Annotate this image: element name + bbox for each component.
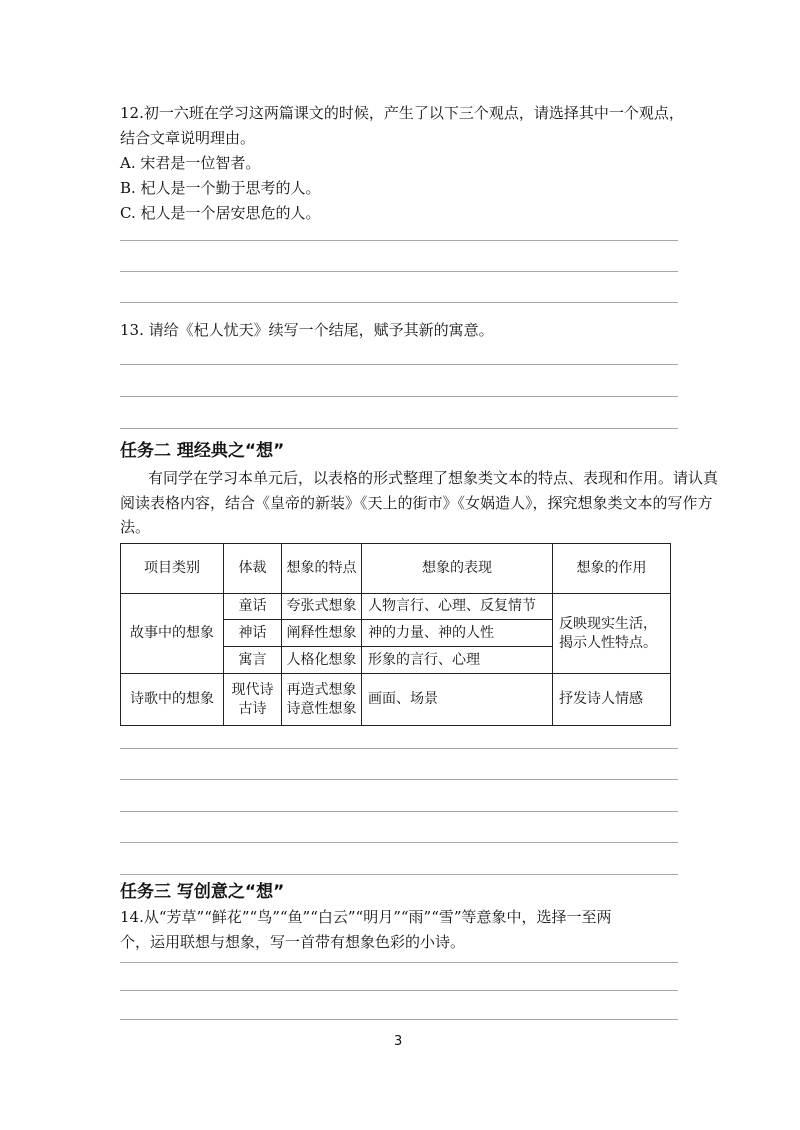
genre-cell: 童话 — [224, 594, 282, 620]
poem-expression-cell: 画面、场景 — [362, 674, 553, 726]
answer-line[interactable] — [120, 1019, 678, 1020]
poem-genre-line: 古诗 — [238, 700, 267, 717]
answer-line[interactable] — [120, 428, 678, 429]
expression-cell: 人物言行、心理、反复情节 — [362, 594, 553, 620]
q12-option-c: C. 杞人是一个居安思危的人。 — [120, 204, 321, 222]
table-row — [121, 674, 671, 726]
expression-cell: 形象的言行、心理 — [362, 647, 553, 674]
table-header-cell: 项目类别 — [121, 544, 224, 594]
poem-feature-cell — [282, 674, 362, 726]
table-header-cell: 想象的作用 — [553, 544, 671, 594]
q12-option-a: A. 宋君是一位智者。 — [120, 154, 261, 172]
story-effect-cell — [553, 594, 671, 674]
q12-option-b: B. 杞人是一个勤于思考的人。 — [120, 179, 321, 197]
task2-intro-line3: 法。 — [120, 518, 151, 536]
page-number: 3 — [394, 1034, 403, 1049]
table-row — [121, 594, 671, 620]
feature-cell: 阐释性想象 — [282, 620, 362, 647]
answer-line[interactable] — [120, 271, 678, 272]
task3-heading: 任务三 写创意之“想” — [120, 882, 285, 902]
answer-line[interactable] — [120, 779, 678, 780]
answer-line[interactable] — [120, 748, 678, 749]
table-header-cell: 想象的表现 — [362, 544, 553, 594]
answer-line[interactable] — [120, 962, 678, 963]
imagination-summary-table — [120, 543, 671, 726]
task2-intro-line2: 阅读表格内容，结合《皇帝的新装》《天上的街市》《女娲造人》，探究想象类文本的写作方 — [120, 494, 713, 512]
answer-line[interactable] — [120, 990, 678, 991]
table-header-cell: 想象的特点 — [282, 544, 362, 594]
genre-cell: 神话 — [224, 620, 282, 647]
q12-prompt-line2: 结合文章说明理由。 — [120, 129, 256, 147]
q14-prompt-line2: 个，运用联想与想象，写一首带有想象色彩的小诗。 — [120, 933, 466, 951]
answer-line[interactable] — [120, 302, 678, 303]
answer-line[interactable] — [120, 842, 678, 843]
story-group-cell: 故事中的想象 — [121, 594, 224, 674]
poem-genre-line: 现代诗 — [231, 681, 274, 698]
q14-prompt-line1: 14.从“芳草”“鲜花”“鸟”“鱼”“白云”“明月”“雨”“雪”等意象中，选择一至两 — [120, 908, 612, 926]
table-header-cell: 体裁 — [224, 544, 282, 594]
poem-group-cell: 诗歌中的想象 — [121, 674, 224, 726]
answer-line[interactable] — [120, 364, 678, 365]
feature-cell: 夸张式想象 — [282, 594, 362, 620]
answer-line[interactable] — [120, 811, 678, 812]
poem-genre-cell — [224, 674, 282, 726]
poem-feature-line: 诗意性想象 — [286, 700, 357, 717]
answer-line[interactable] — [120, 240, 678, 241]
q13-prompt: 13. 请给《杞人忧天》续写一个结尾，赋予其新的寓意。 — [120, 321, 494, 339]
poem-feature-line: 再造式想象 — [286, 681, 357, 698]
task2-heading: 任务二 理经典之“想” — [120, 441, 285, 461]
story-effect-line: 反映现实生活， — [559, 615, 657, 632]
q12-prompt-line1: 12.初一六班在学习这两篇课文的时候，产生了以下三个观点，请选择其中一个观点， — [120, 104, 684, 122]
genre-cell: 寓言 — [224, 647, 282, 674]
table-header-row — [121, 544, 671, 594]
answer-line[interactable] — [120, 874, 678, 875]
story-effect-line: 揭示人性特点。 — [559, 634, 657, 651]
answer-line[interactable] — [120, 396, 678, 397]
expression-cell: 神的力量、神的人性 — [362, 620, 553, 647]
feature-cell: 人格化想象 — [282, 647, 362, 674]
task2-intro-line1: 有同学在学习本单元后，以表格的形式整理了想象类文本的特点、表现和作用。请认真 — [148, 469, 719, 487]
poem-effect-cell: 抒发诗人情感 — [553, 674, 671, 726]
